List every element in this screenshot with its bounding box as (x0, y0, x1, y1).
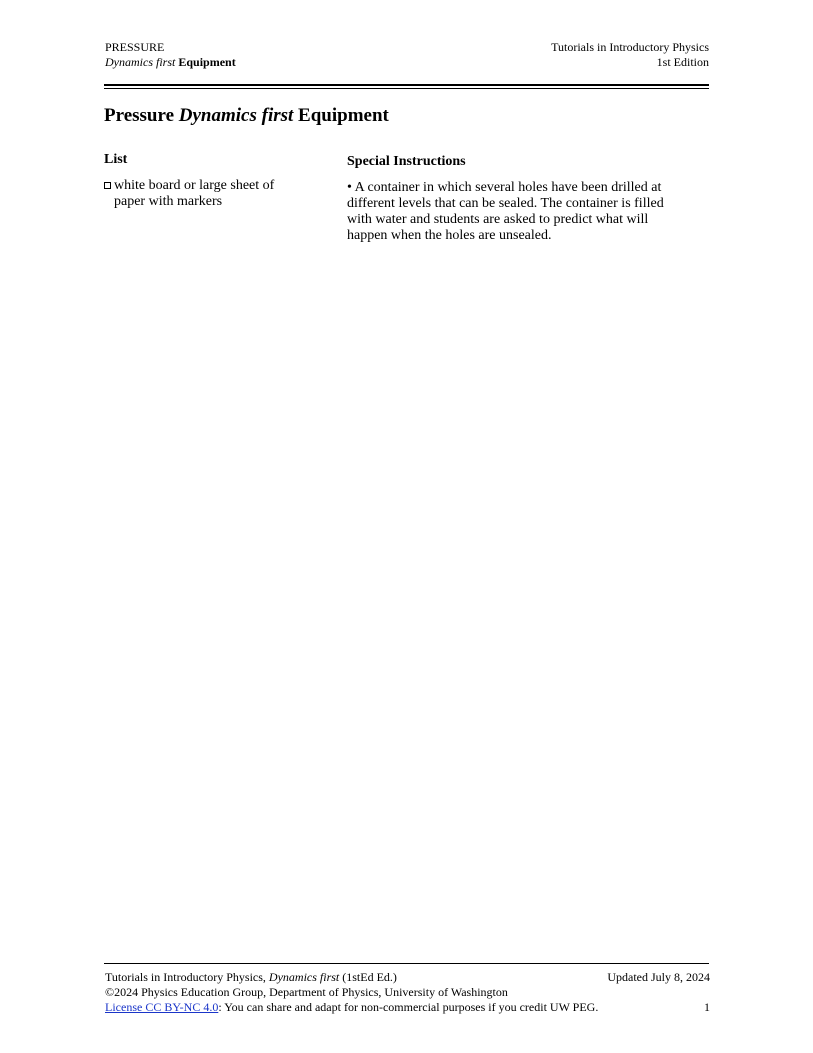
page-number: 1 (704, 1000, 710, 1014)
license-link[interactable]: License CC BY-NC 4.0 (105, 1000, 219, 1014)
list-item-text: white board or large sheet of paper with markers (114, 178, 275, 209)
running-header-left (105, 40, 236, 70)
header-rule-thick (104, 84, 709, 86)
list-item (104, 178, 304, 210)
header-book-title: Tutorials in Introductory Physics (551, 40, 709, 54)
footer-citation-text: Tutorials in Introductory Physics, (105, 970, 269, 984)
special-instructions-heading: Special Instructions (347, 154, 466, 169)
footer-rule (104, 963, 709, 964)
equipment-list-column (104, 151, 304, 210)
special-instructions-column (347, 153, 687, 244)
header-section-name: PRESSURE (105, 40, 165, 54)
license-text: : You can share and adapt for non-commercial purposes if you credit UW PEG. (218, 1000, 599, 1014)
title-part-dynamics-first: Dynamics first (178, 105, 294, 126)
footer-citation-edition: (1stEd Ed.) (339, 970, 397, 984)
running-header-right (551, 40, 709, 70)
header-rule-thin (104, 88, 709, 89)
footer-citation (105, 970, 397, 984)
header-subtitle-bold: Equipment (178, 55, 236, 69)
footer-license-line (105, 1000, 710, 1015)
checkbox-icon (104, 182, 111, 189)
title-part-equipment: Equipment (298, 105, 389, 126)
page-title (104, 104, 389, 128)
footer-line-1 (105, 970, 710, 985)
list-heading: List (104, 152, 128, 167)
footer-updated-date: Updated July 8, 2024 (607, 970, 710, 984)
special-instructions-text: • A container in which several holes have been drilled at different levels that can be sealed. The container is filled with water and students are asked to predict what will happen when the holes are unsealed. (347, 180, 664, 243)
footer-copyright: ©2024 Physics Education Group, Department of Physics, University of Washington (105, 985, 508, 999)
footer-citation-italic: Dynamics first (268, 970, 340, 984)
header-edition: 1st Edition (656, 55, 709, 69)
header-subtitle-italic: Dynamics first (105, 55, 176, 69)
header-subtitle (105, 55, 236, 70)
title-part-pressure: Pressure (104, 105, 175, 126)
page-footer (105, 970, 710, 1015)
